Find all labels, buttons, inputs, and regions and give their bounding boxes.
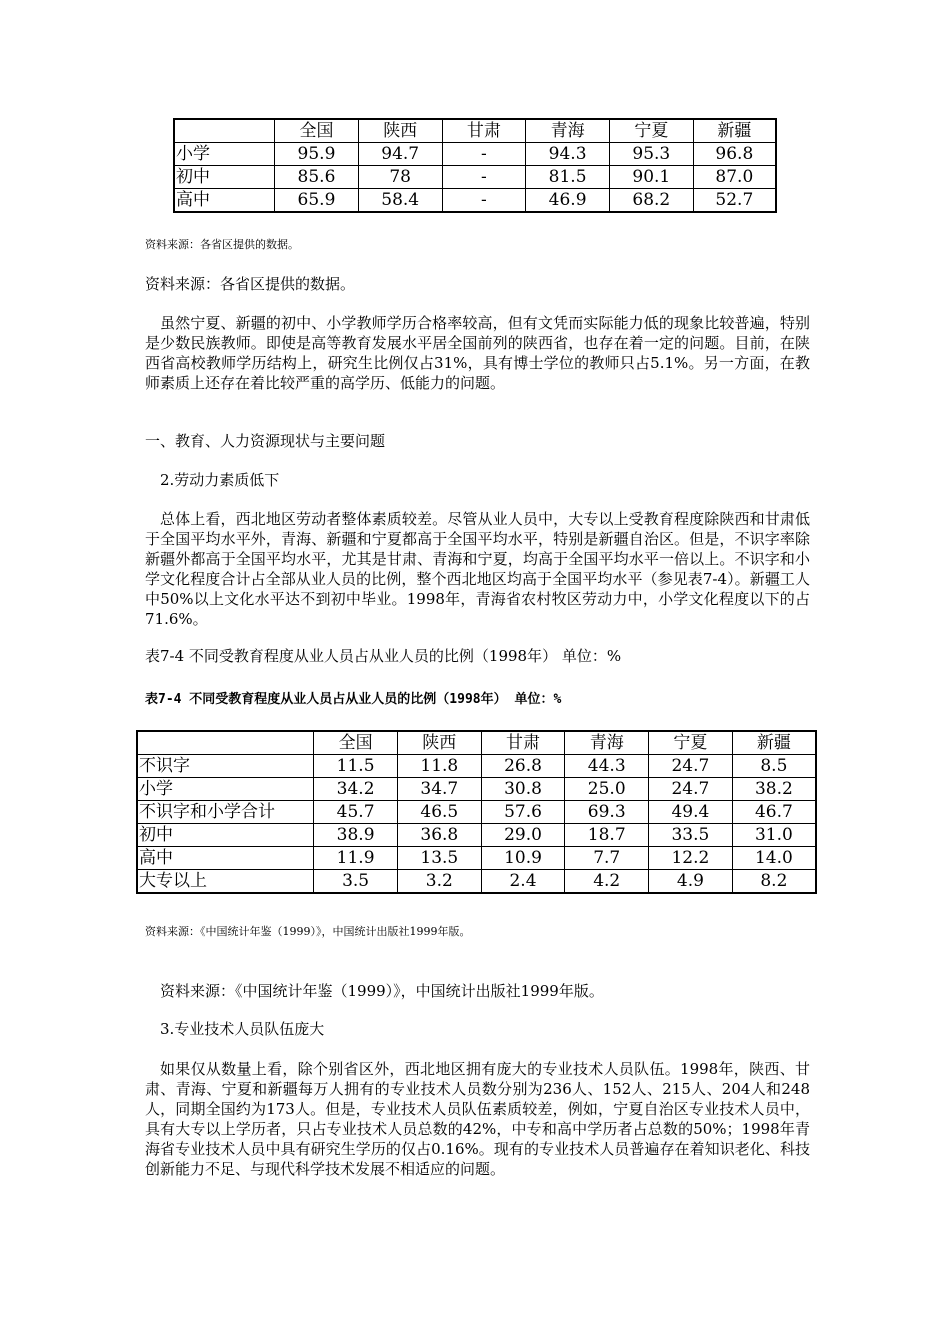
table-cell: 94.3: [526, 143, 610, 166]
table-cell: 10.9: [481, 847, 565, 870]
subheading-labor-quality: 2.劳动力素质低下: [160, 471, 280, 489]
table-cell: 94.7: [358, 143, 442, 166]
table-cell: 25.0: [565, 778, 649, 801]
paragraph-teacher-quality: 虽然宁夏、新疆的初中、小学教师学历合格率较高，但有文凭而实际能力低的现象比较普遍，特别是少数民族教师。即使是高等教育发展水平居全国前列的陕西省，也存在着一定的问题。目前，在陕西省高校教师学历结构上，研究生比例仅占31%，具有博士学位的教师只占5.1%。另一方面，在教师素质上还存在着比较严重的高学历、低能力的问题。: [145, 314, 810, 392]
table-education-levels: [136, 730, 817, 894]
table-row: [174, 166, 776, 189]
table-cell: 68.2: [609, 189, 693, 213]
table1-source: 资料来源：各省区提供的数据。: [145, 275, 356, 293]
table-cell: 85.6: [275, 166, 359, 189]
table-cell: 18.7: [565, 824, 649, 847]
table2-title: 表7-4 不同受教育程度从业人员占从业人员的比例（1998年） 单位：%: [145, 692, 562, 707]
table-cell: 58.4: [358, 189, 442, 213]
table-cell: 38.2: [732, 778, 816, 801]
table-cell: -: [442, 143, 526, 166]
table-cell: 96.8: [693, 143, 776, 166]
table-cell: 3.5: [314, 870, 398, 894]
table-cell: 49.4: [649, 801, 733, 824]
table-cell: 30.8: [481, 778, 565, 801]
table-teacher-qualification: [173, 118, 777, 213]
section-heading: 一、教育、人力资源现状与主要问题: [145, 432, 386, 450]
table-cell: 33.5: [649, 824, 733, 847]
row-header: 不识字和小学合计: [137, 801, 314, 824]
table-cell: 46.9: [526, 189, 610, 213]
paragraph-technical-staff: 如果仅从数量上看，除个别省区外，西北地区拥有庞大的专业技术人员队伍。1998年，陕西、甘肃、青海、宁夏和新疆每万人拥有的专业技术人员数分别为236人、152人、215人、204人和248人，同期全国约为173人。但是，专业技术人员队伍素质较差，例如，宁夏自治区专业技术人员中，具有大专以上学历者，只占专业技术人员总数的42%，中专和高中学历者占总数的50%；1998年青海省专业技术人员中具有研究生学历的仅占0.16%。现有的专业技术人员普遍存在着知识老化、科技创新能力不足、与现代科学技术发展不相适应的问题。: [145, 1060, 810, 1178]
table-row: [137, 755, 816, 778]
table-cell: 52.7: [693, 189, 776, 213]
table-cell: 24.7: [649, 778, 733, 801]
column-header: 新疆: [693, 119, 776, 143]
table-cell: 87.0: [693, 166, 776, 189]
table-cell: 78: [358, 166, 442, 189]
column-header: 甘肃: [442, 119, 526, 143]
table-row: [137, 847, 816, 870]
column-header: [137, 731, 314, 755]
column-header: 陕西: [358, 119, 442, 143]
table1-header-row: [174, 119, 776, 143]
column-header: 青海: [526, 119, 610, 143]
column-header: 宁夏: [609, 119, 693, 143]
table-cell: 11.8: [397, 755, 481, 778]
table-cell: 2.4: [481, 870, 565, 894]
table-cell: 46.7: [732, 801, 816, 824]
table-row: [137, 778, 816, 801]
table-cell: 12.2: [649, 847, 733, 870]
row-header: 高中: [137, 847, 314, 870]
table-cell: 8.5: [732, 755, 816, 778]
table-cell: 4.9: [649, 870, 733, 894]
row-header: 初中: [137, 824, 314, 847]
table-cell: 65.9: [275, 189, 359, 213]
table-cell: 4.2: [565, 870, 649, 894]
column-header: 新疆: [732, 731, 816, 755]
row-header: 高中: [174, 189, 275, 213]
paragraph-labor-quality: 总体上看，西北地区劳动者整体素质较差。尽管从业人员中，大专以上受教育程度除陕西和甘肃低于全国平均水平外，青海、新疆和宁夏都高于全国平均水平，特别是新疆自治区。但是，不识字率除新疆外都高于全国平均水平，尤其是甘肃、青海和宁夏，均高于全国平均水平一倍以上。不识字和小学文化程度合计占全部从业人员的比例，整个西北地区均高于全国平均水平（参见表7-4）。新疆工人中50%以上文化水平达不到初中毕业。1998年，青海省农村牧区劳动力中，小学文化程度以下的占71.6%。: [145, 510, 810, 628]
row-header: 小学: [137, 778, 314, 801]
column-header: [174, 119, 275, 143]
table-cell: 95.3: [609, 143, 693, 166]
table2-source-note: 资料来源：《中国统计年鉴（1999）》，中国统计出版社1999年版。: [145, 925, 471, 938]
row-header: 大专以上: [137, 870, 314, 894]
table-cell: 26.8: [481, 755, 565, 778]
table-cell: 95.9: [275, 143, 359, 166]
table-cell: 3.2: [397, 870, 481, 894]
table-row: [137, 824, 816, 847]
table2-caption: 表7-4 不同受教育程度从业人员占从业人员的比例（1998年） 单位：%: [145, 647, 622, 665]
table-cell: -: [442, 166, 526, 189]
table-cell: 8.2: [732, 870, 816, 894]
table-cell: 34.2: [314, 778, 398, 801]
table-cell: -: [442, 189, 526, 213]
table-row: [137, 870, 816, 894]
table-cell: 34.7: [397, 778, 481, 801]
column-header: 宁夏: [649, 731, 733, 755]
table-cell: 13.5: [397, 847, 481, 870]
table-row: [174, 189, 776, 213]
table-row: [174, 143, 776, 166]
table-cell: 7.7: [565, 847, 649, 870]
table2-header-row: [137, 731, 816, 755]
table-cell: 36.8: [397, 824, 481, 847]
column-header: 全国: [314, 731, 398, 755]
table-cell: 90.1: [609, 166, 693, 189]
table-cell: 46.5: [397, 801, 481, 824]
table2-source: 资料来源：《中国统计年鉴（1999）》，中国统计出版社1999年版。: [160, 982, 604, 1000]
table-cell: 31.0: [732, 824, 816, 847]
table-cell: 29.0: [481, 824, 565, 847]
table-cell: 45.7: [314, 801, 398, 824]
row-header: 初中: [174, 166, 275, 189]
table-cell: 38.9: [314, 824, 398, 847]
column-header: 甘肃: [481, 731, 565, 755]
table-row: [137, 801, 816, 824]
table-cell: 69.3: [565, 801, 649, 824]
table-cell: 24.7: [649, 755, 733, 778]
row-header: 不识字: [137, 755, 314, 778]
column-header: 青海: [565, 731, 649, 755]
table1-source-note: 资料来源：各省区提供的数据。: [145, 238, 299, 251]
table-cell: 44.3: [565, 755, 649, 778]
subheading-technical-staff: 3.专业技术人员队伍庞大: [160, 1020, 325, 1038]
column-header: 全国: [275, 119, 359, 143]
row-header: 小学: [174, 143, 275, 166]
table-cell: 14.0: [732, 847, 816, 870]
column-header: 陕西: [397, 731, 481, 755]
table-cell: 11.9: [314, 847, 398, 870]
table-cell: 57.6: [481, 801, 565, 824]
table-cell: 11.5: [314, 755, 398, 778]
table-cell: 81.5: [526, 166, 610, 189]
